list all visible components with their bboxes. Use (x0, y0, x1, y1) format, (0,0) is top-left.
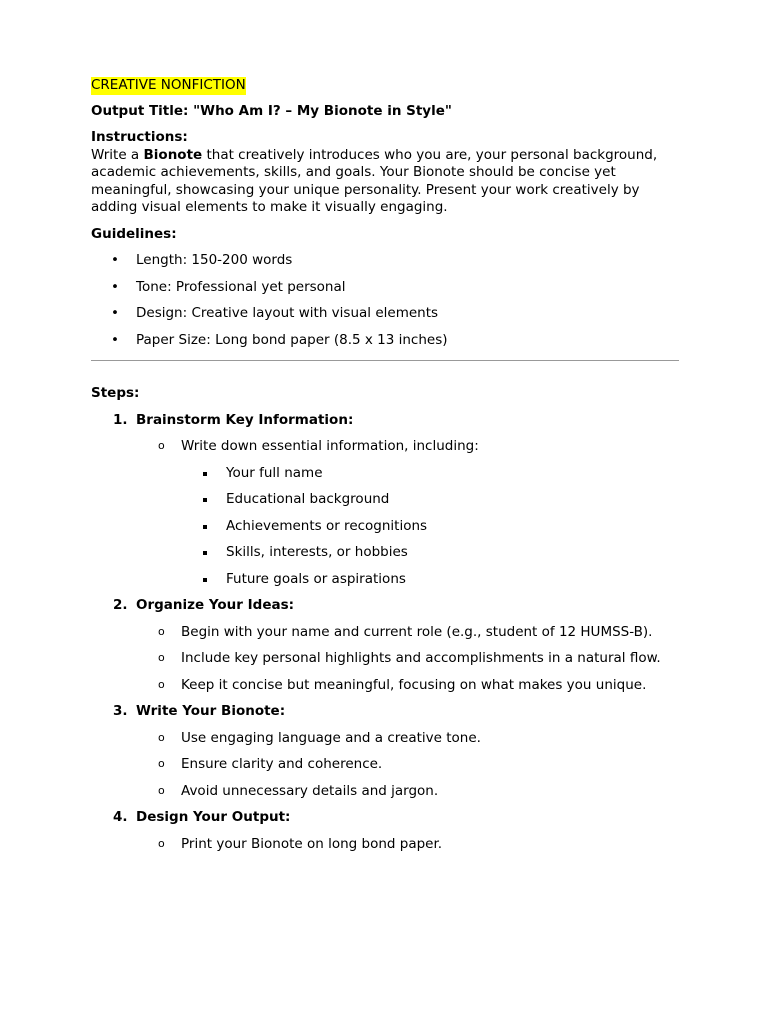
guidelines-list (91, 252, 681, 349)
guideline-item: • Paper Size: Long bond paper (8.5 x 13 inches) (91, 332, 681, 350)
step-1-detail-item: Future goals or aspirations (91, 571, 681, 589)
guideline-item: • Design: Creative layout with visual elements (91, 305, 681, 323)
step-3-sub-item: o Ensure clarity and coherence. (91, 756, 681, 774)
output-title: Output Title: "Who Am I? – My Bionote in Style" (91, 102, 452, 119)
instructions-lead: Write a (91, 146, 144, 163)
step-2-sub-item: o Begin with your name and current role (e.g., student of 12 HUMSS-B). (91, 624, 681, 642)
instructions-paragraph (91, 147, 681, 217)
instructions-bold-term: Bionote (143, 146, 203, 163)
course-label: CREATIVE NONFICTION (91, 77, 246, 93)
step-number: 4. (113, 809, 128, 825)
step-1-title (91, 412, 681, 430)
step-4-title (91, 809, 681, 827)
step-1-sub-item: o Write down essential information, including: (91, 438, 681, 456)
step-2-sub-item: o Keep it concise but meaningful, focusing on what makes you unique. (91, 677, 681, 695)
step-title: Design Your Output: (136, 809, 291, 825)
step-2-sub-item: o Include key personal highlights and accomplishments in a natural flow. (91, 650, 681, 668)
step-number: 2. (113, 597, 128, 613)
guidelines-heading: Guidelines: (91, 225, 177, 242)
instructions-rest: that creatively introduces who you are, your personal background, academic achievements, skills, and goals. Your Bionote should be concise yet meaningful, showcasing your unique personality. Present your work creatively by adding visual elements to make it visually engaging. (91, 146, 658, 215)
step-number: 1. (113, 411, 128, 428)
document-content (91, 77, 681, 853)
step-1-detail-item: Achievements or recognitions (91, 518, 681, 536)
step-1-detail-item: Your full name (91, 465, 681, 483)
step-title: Brainstorm Key Information: (136, 411, 354, 428)
step-3-sub-item: o Use engaging language and a creative tone. (91, 730, 681, 748)
step-number: 3. (113, 703, 128, 719)
step-title: Organize Your Ideas: (136, 597, 295, 613)
section-divider (91, 360, 679, 361)
step-3-title (91, 703, 681, 721)
step-3-sub-item: o Avoid unnecessary details and jargon. (91, 783, 681, 801)
steps-heading: Steps: (91, 385, 140, 401)
step-1-detail-item: Skills, interests, or hobbies (91, 544, 681, 562)
step-4-sub-item: o Print your Bionote on long bond paper. (91, 836, 681, 854)
course-label-line (91, 77, 681, 95)
guideline-item: • Length: 150-200 words (91, 252, 681, 270)
step-1-detail-item: Educational background (91, 491, 681, 509)
steps-list (91, 412, 681, 854)
guideline-item: • Tone: Professional yet personal (91, 279, 681, 297)
step-title: Write Your Bionote: (136, 703, 286, 719)
step-2-title (91, 597, 681, 615)
instructions-heading: Instructions: (91, 129, 188, 145)
